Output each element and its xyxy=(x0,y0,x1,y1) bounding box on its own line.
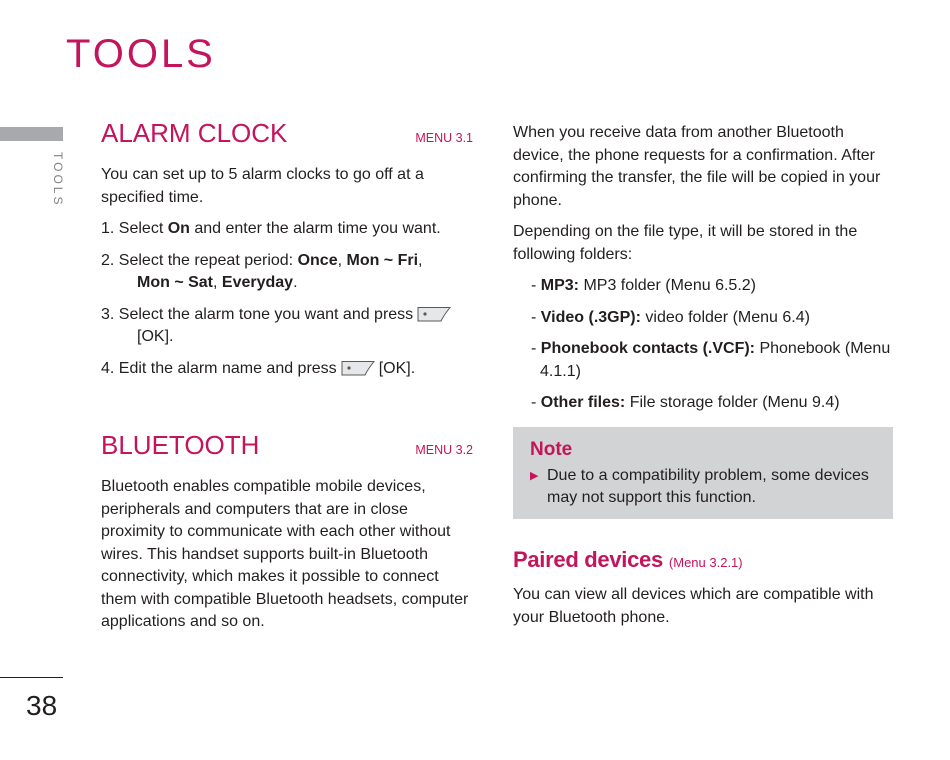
alarm-step-4: 4. Edit the alarm name and press [OK]. xyxy=(101,359,416,377)
receive-paragraph: When you receive data from another Bluetooth device, the phone requests for a confirmation. After confirming the transfer, the file will be copied in your phone. xyxy=(513,124,881,209)
page-title: TOOLS xyxy=(66,32,216,76)
folder-item-phonebook: - Phonebook contacts (.VCF): Phonebook (Menu 4.1.1) xyxy=(531,340,891,380)
page-number: 38 xyxy=(26,690,58,721)
right-column xyxy=(513,122,893,629)
alarm-step-1: 1. Select On and enter the alarm time you want. xyxy=(101,220,441,237)
folder-item-video: - Video (.3GP): video folder (Menu 6.4) xyxy=(531,308,810,326)
paired-devices-menu-ref: (Menu 3.2.1) xyxy=(668,554,743,570)
footer-divider xyxy=(0,677,63,678)
paired-devices-text: You can view all devices which are compatible with your Bluetooth phone. xyxy=(513,586,874,626)
note-item xyxy=(530,465,875,510)
folder-item-mp3: - MP3: MP3 folder (Menu 6.5.2) xyxy=(531,277,756,294)
alarm-step-2: 2. Select the repeat period: Once, Mon ~ Fri, Mon ~ Sat, Everyday. xyxy=(101,251,423,291)
triangle-bullet-icon: ▶ xyxy=(530,469,539,482)
left-soft-key-icon xyxy=(341,360,375,376)
paired-devices-heading xyxy=(513,546,893,575)
bluetooth-body: Bluetooth enables compatible mobile devices, peripherals and computers that are in close proximity to communicate with each other without wires. This handset supports built-in Bluetooth connectivity, which makes it possible to connect them with compatible Bluetooth headsets, computer applications and so on. xyxy=(101,478,469,630)
bluetooth-title: BLUETOOTH xyxy=(101,430,260,460)
side-tab-label: TOOLS xyxy=(51,152,65,208)
bluetooth-menu-ref: MENU 3.2 xyxy=(415,443,473,457)
note-text: Due to a compatibility problem, some devices may not support this function. xyxy=(547,466,869,506)
left-soft-key-icon xyxy=(417,306,451,322)
alarm-clock-heading xyxy=(101,120,473,154)
alarm-step-3: 3. Select the alarm tone you want and press [OK]. xyxy=(101,304,473,349)
alarm-intro: You can set up to 5 alarm clocks to go off at a specified time. xyxy=(101,166,424,206)
bluetooth-heading xyxy=(101,432,473,466)
folder-item-other: - Other files: File storage folder (Menu 9.4) xyxy=(531,394,840,411)
alarm-clock-menu-ref: MENU 3.1 xyxy=(415,131,473,145)
folders-intro: Depending on the file type, it will be stored in the following folders: xyxy=(513,223,858,263)
left-column xyxy=(101,120,473,634)
alarm-clock-title: ALARM CLOCK xyxy=(101,118,288,148)
side-tab-bar xyxy=(0,127,63,141)
note-title: Note xyxy=(530,438,573,460)
note-box xyxy=(513,427,893,519)
paired-devices-title: Paired devices xyxy=(513,546,663,572)
